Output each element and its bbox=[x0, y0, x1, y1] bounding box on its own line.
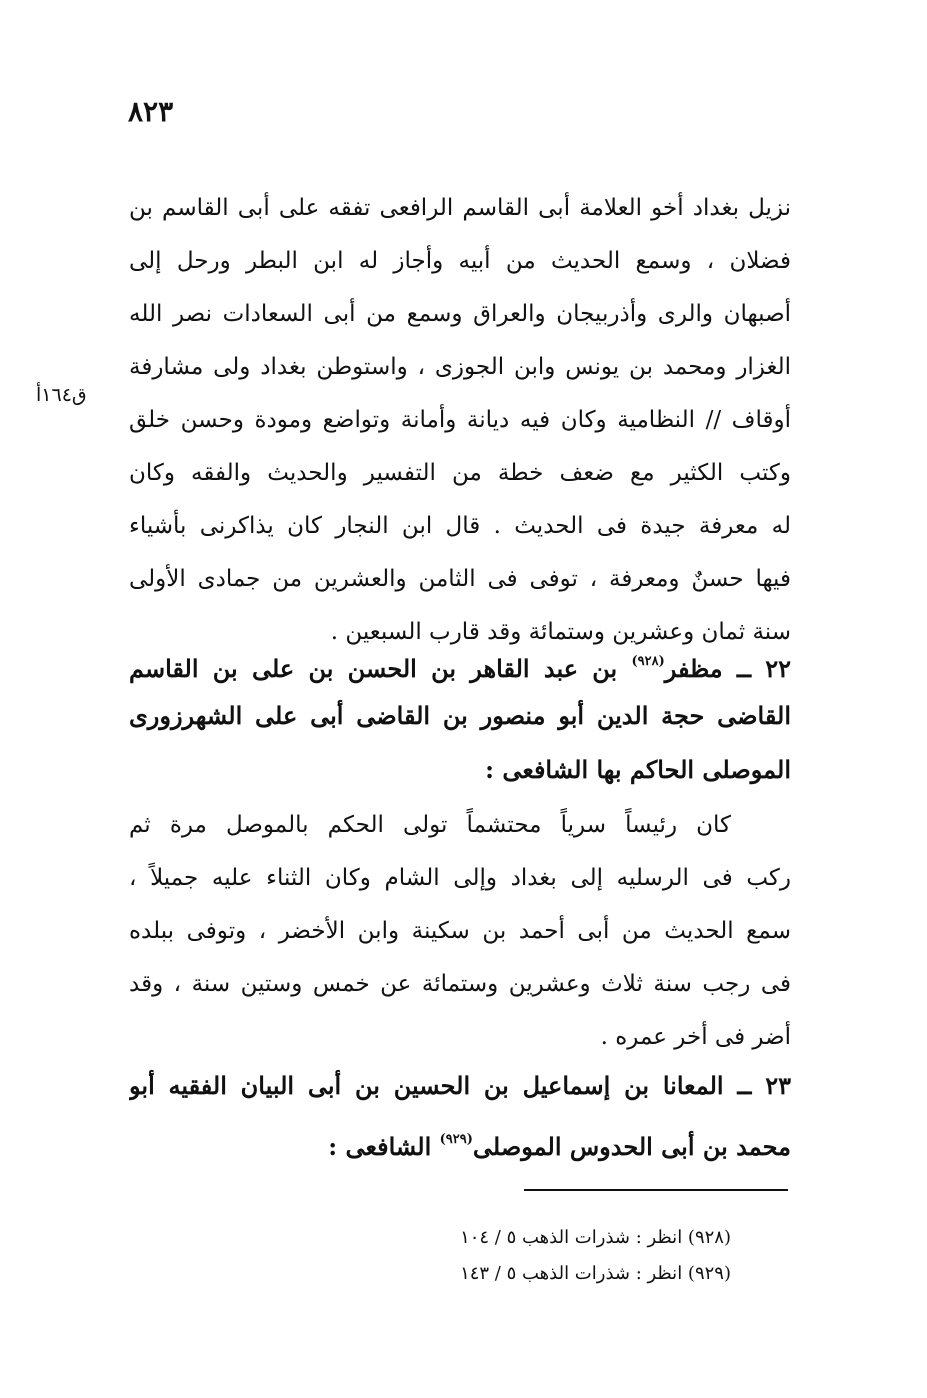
footnotes bbox=[371, 1220, 731, 1292]
heading-line bbox=[129, 635, 791, 689]
footnote: (٩٢٩) انظر : شذرات الذهب ٥ / ١٤٣ bbox=[460, 1263, 731, 1284]
entry-22-body bbox=[129, 799, 791, 1064]
footnote: (٩٢٨) انظر : شذرات الذهب ٥ / ١٠٤ bbox=[460, 1227, 731, 1248]
text-line: فى رجب سنة ثلاث وعشرين وستمائة عن خمس وستين سنة ، وقد bbox=[129, 971, 791, 997]
heading-text: محمد بن أبى الحدوس الموصلى bbox=[472, 1132, 791, 1161]
text-line: أصبهان والرى وأذربيجان والعراق وسمع من أبى السعادات نصر الله bbox=[129, 301, 791, 327]
intro-paragraph bbox=[129, 182, 791, 659]
text-line: أضر فى أخر عمره . bbox=[600, 1024, 791, 1050]
footnote-ref: (٩٢٨) bbox=[631, 654, 665, 669]
text-line: أوقاف // النظامية وكان فيه ديانة وأمانة وتواضع ومودة وحسن خلق bbox=[129, 407, 791, 433]
footnote-divider bbox=[524, 1189, 788, 1191]
heading-line: القاضى حجة الدين أبو منصور بن القاضى أبى على الشهرزورى bbox=[129, 701, 791, 730]
text-line: الغزار ومحمد بن يونس وابن الجوزى ، واستوطن بغداد ولى مشارفة bbox=[129, 354, 791, 380]
heading-line bbox=[129, 1113, 791, 1167]
heading-line: ٢٣ ــ المعانا بن إسماعيل بن الحسين بن أبى البيان الفقيه أبو bbox=[129, 1071, 791, 1100]
text-line: له معرفة جيدة فى الحديث . قال ابن النجار كان يذاكرنى بأشياء bbox=[129, 513, 791, 539]
text-line: سمع الحديث من أبى أحمد بن سكينة وابن الأخضر ، وتوفى ببلده bbox=[129, 918, 791, 944]
page-number: ٨٢٣ bbox=[128, 95, 174, 128]
text-line: وكتب الكثير مع ضعف خطة من التفسير والحديث والفقه وكان bbox=[129, 460, 791, 486]
text-line: فيها حسنٌ ومعرفة ، توفى فى الثامن والعشرين من جمادى الأولى bbox=[129, 566, 791, 592]
heading-text: بن عبد القاهر بن الحسن بن على بن القاسم bbox=[129, 654, 618, 683]
entry-22-heading bbox=[129, 635, 791, 797]
heading-line: الموصلى الحاكم بها الشافعى : bbox=[485, 755, 791, 784]
footnote-ref: (٩٢٩) bbox=[439, 1132, 473, 1147]
entry-number-name: ٢٢ ــ مظفر bbox=[664, 654, 791, 683]
heading-text: الشافعى : bbox=[328, 1132, 432, 1161]
entry-23-heading bbox=[129, 1059, 791, 1167]
text-line: سنة ثمان وعشرين وستمائة وقد قارب السبعين . bbox=[330, 619, 791, 645]
text-line: فضلان ، وسمع الحديث من أبيه وأجاز له ابن البطر ورحل إلى bbox=[129, 248, 791, 274]
text-line: ركب فى الرسليه إلى بغداد وإلى الشام وكان الثناء عليه جميلاً ، bbox=[129, 865, 791, 891]
text-line: نزيل بغداد أخو العلامة أبى القاسم الرافعى تفقه على أبى القاسم بن bbox=[129, 195, 791, 221]
text-line: كان رئيساً سرياً محتشماً تولى الحكم بالموصل مرة ثم bbox=[129, 812, 731, 838]
manuscript-folio-note: ق١٦٤أ bbox=[36, 384, 87, 406]
